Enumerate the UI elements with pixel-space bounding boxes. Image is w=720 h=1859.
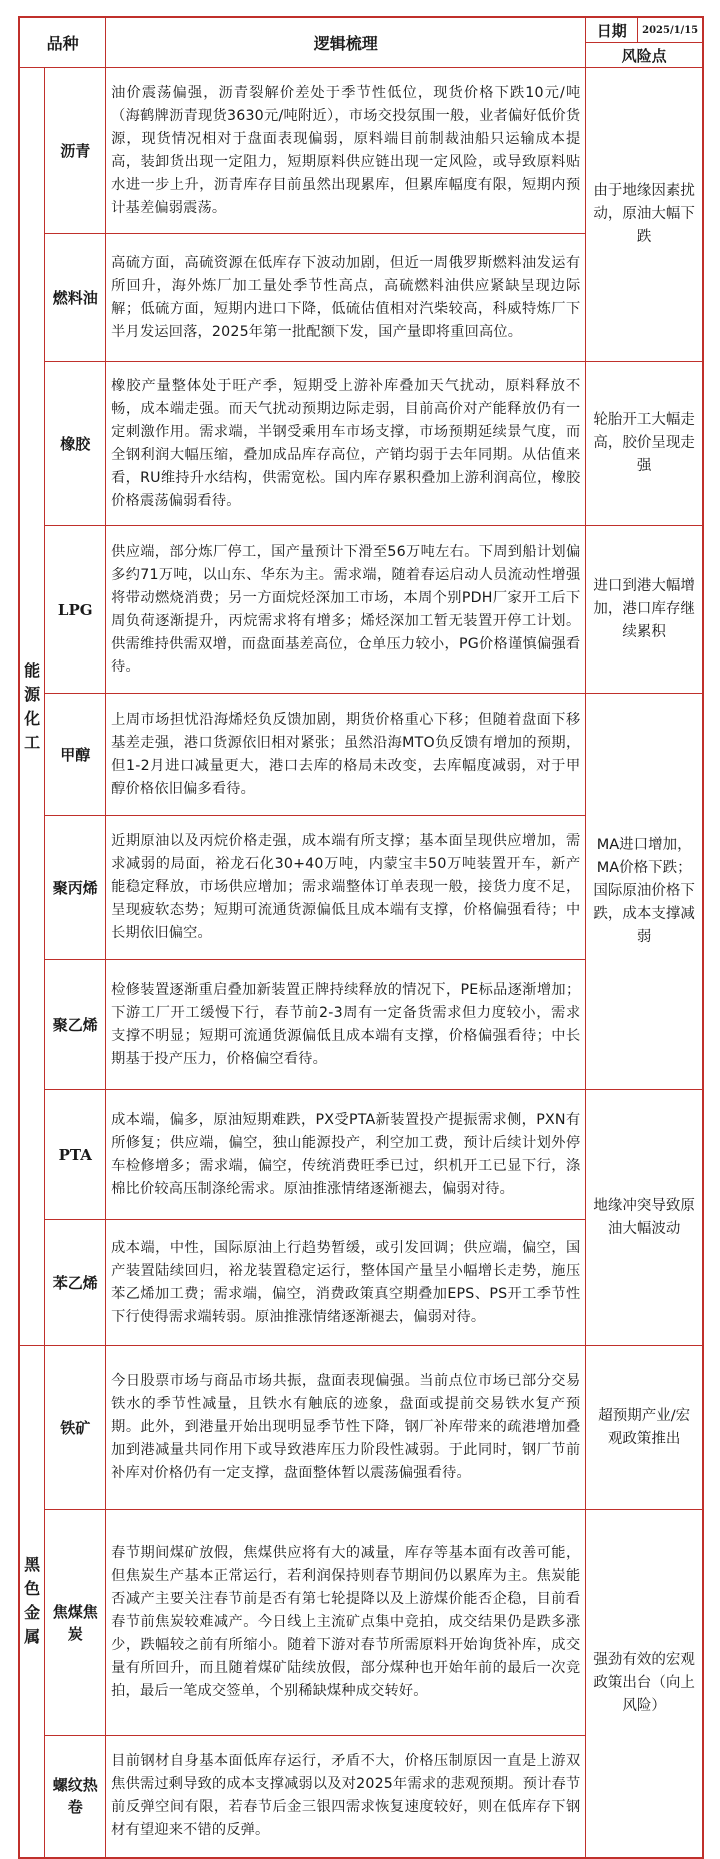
commodity-logic-table [18,16,704,1859]
logic-text: 供应端，部分炼厂停工，国产量预计下滑至56万吨左右。下周到船计划偏多约71万吨，以山东、华东为主。需求端，随着春运启动人员流动性增强将带动燃烧消费；另一方面烷烃深加工市场，本周个别PDH厂家开工后下周负荷逐渐提升，丙烷需求将有增多；烯烃深加工暂无装置开停工计划。供需维持供需双增，而盘面基差高位，仓单压力较小，PG价格谨慎偏强看待。 [106,526,586,694]
variety-name: 铁矿 [45,1346,106,1510]
risk-text: 轮胎开工大幅走高，胶价呈现走强 [586,362,703,526]
logic-text: 检修装置逐渐重启叠加新装置正牌持续释放的情况下，PE标品逐渐增加；下游工厂开工缓慢下行，春节前2-3周有一定备货需求但力度较小，需求支撑不明显；短期可流通货源偏低且成本端有支撑，价格偏强看待；中长期基于投产压力，价格偏空看待。 [106,960,586,1090]
header-row [19,17,703,43]
logic-text: 高硫方面，高硫资源在低库存下波动加剧，但近一周俄罗斯燃料油发运有所回升，海外炼厂加工量处季节性高点，高硫燃料油供应紧缺呈现边际解；低硫方面，短期内进口下降，低硫估值相对汽柴较高，科威特炼厂下半月发运回落，2025年第一批配额下发，国产量即将重回高位。 [106,234,586,362]
variety-name: LPG [45,526,106,694]
risk-text: MA进口增加，MA价格下跌；国际原油价格下跌，成本支撑减弱 [586,694,703,1090]
group-energy-chemical: 能源化工 [19,68,45,1346]
variety-name: 聚乙烯 [45,960,106,1090]
variety-name: 焦煤焦炭 [45,1510,106,1736]
variety-name: PTA [45,1090,106,1220]
table-row [19,1346,703,1510]
logic-header: 逻辑梳理 [106,17,586,68]
logic-text: 成本端，中性，国际原油上行趋势暂缓，或引发回调；供应端，偏空，国产装置陆续回归，裕龙装置稳定运行，整体国产量呈小幅增长走势，施压苯乙烯加工费；需求端，偏空，消费政策真空期叠加EPS、PS开工季节性下行使得需求端转弱。原油推涨情绪逐渐褪去，偏弱对待。 [106,1220,586,1346]
table-row [19,1090,703,1220]
risk-text: 进口到港大幅增加，港口库存继续累积 [586,526,703,694]
logic-text: 油价震荡偏强，沥青裂解价差处于季节性低位，现货价格下跌10元/吨（海鹤牌沥青现货3630元/吨附近），市场交投氛围一般，业者偏好低价货源，现货情况相对于盘面表现偏弱，原料端目前制裁油船只运输成本提高，装卸货出现一定阻力，短期原料供应链出现一定风险，或导致原料贴水进一步上升，沥青库存目前虽然出现累库，但累库幅度有限，短期内预计基差偏弱震荡。 [106,68,586,234]
variety-name: 沥青 [45,68,106,234]
date-label: 日期 [586,18,637,42]
table-row [19,1510,703,1736]
risk-text: 地缘冲突导致原油大幅波动 [586,1090,703,1346]
table-row [19,526,703,694]
logic-text: 橡胶产量整体处于旺产季，短期受上游补库叠加天气扰动，原料释放不畅，成本端走强。而天气扰动预期边际走弱，目前高价对产能释放仍有一定刺激作用。需求端，半钢受乘用车市场支撑，市场预期延续景气度，而全钢利润大幅压缩，叠加成品库存高位，产销均弱于去年同期。从估值来看，RU维持升水结构，供需宽松。国内库存累积叠加上游利润高位，橡胶价格震荡偏弱看待。 [106,362,586,526]
logic-text: 上周市场担忧沿海烯烃负反馈加剧，期货价格重心下移；但随着盘面下移基差走强，港口货源依旧相对紧张；虽然沿海MTO负反馈有增加的预期，但1-2月进口减量更大，港口去库的格局未改变，去库幅度减弱，对于甲醇价格依旧偏多看待。 [106,694,586,816]
logic-text: 春节期间煤矿放假，焦煤供应将有大的减量，库存等基本面有改善可能，但焦炭生产基本正常运行，若利润保持则春节期间仍以累库为主。焦炭能否减产主要关注春节前是否有第七轮提降以及上游煤价能否企稳，目前看春节前焦炭较难减产。今日线上主流矿点集中竞拍，成交结果仍是跌多涨少，跌幅较之前有所缩小。随着下游对春节所需原料开始询货补库，成交量有所回升，而且随着煤矿陆续放假，部分煤种也开始年前的最后一次竞拍，最后一笔成交签单，个别稀缺煤种成交转好。 [106,1510,586,1736]
risk-text: 由于地缘因素扰动，原油大幅下跌 [586,68,703,362]
table-row [19,694,703,816]
variety-name: 聚丙烯 [45,816,106,960]
risk-header: 风险点 [586,43,703,68]
logic-text: 成本端，偏多，原油短期难跌，PX受PTA新装置投产提振需求侧，PXN有所修复；供应端，偏空，独山能源投产，利空加工费，预计后续计划外停车检修增多；需求端，偏空，传统消费旺季已过，织机开工已显下行，涤棉比价较高压制涤纶需求。原油推涨情绪逐渐褪去，偏弱对待。 [106,1090,586,1220]
variety-name: 燃料油 [45,234,106,362]
variety-name: 螺纹热卷 [45,1736,106,1858]
logic-text: 目前钢材自身基本面低库存运行，矛盾不大，价格压制原因一直是上游双焦供需过剩导致的成本支撑减弱以及对2025年需求的悲观预期。预计春节前反弹空间有限，若春节后金三银四需求恢复速度较好，则在低库存下钢材有望迎来不错的反弹。 [106,1736,586,1858]
logic-text: 近期原油以及丙烷价格走强，成本端有所支撑；基本面呈现供应增加，需求减弱的局面，裕龙石化30+40万吨，内蒙宝丰50万吨装置开车，新产能稳定释放，市场供应增加；需求端整体订单表现一般，接货力度不足，呈现疲软态势；短期可流通货源偏低且成本端有支撑，价格偏强看待；中长期依旧偏空。 [106,816,586,960]
variety-header: 品种 [19,17,106,68]
variety-name: 橡胶 [45,362,106,526]
logic-text: 今日股票市场与商品市场共振，盘面表现偏强。当前点位市场已部分交易铁水的季节性减量，且铁水有触底的迹象，盘面或提前交易铁水复产预期。此外，到港量开始出现明显季节性下降，钢厂补库带来的疏港增加叠加到港减量共同作用下或导致港库压力阶段性减弱。于此同时，钢厂节前补库对价格仍有一定支撑，盘面整体暂以震荡偏强看待。 [106,1346,586,1510]
date-cell [586,17,703,43]
variety-name: 苯乙烯 [45,1220,106,1346]
risk-text: 强劲有效的宏观政策出台（向上风险） [586,1510,703,1858]
date-value: 2025/1/15 [642,24,699,36]
table-row [19,362,703,526]
variety-name: 甲醇 [45,694,106,816]
risk-text: 超预期产业/宏观政策推出 [586,1346,703,1510]
group-ferrous-metals: 黑色金属 [19,1346,45,1858]
table-row [19,68,703,234]
